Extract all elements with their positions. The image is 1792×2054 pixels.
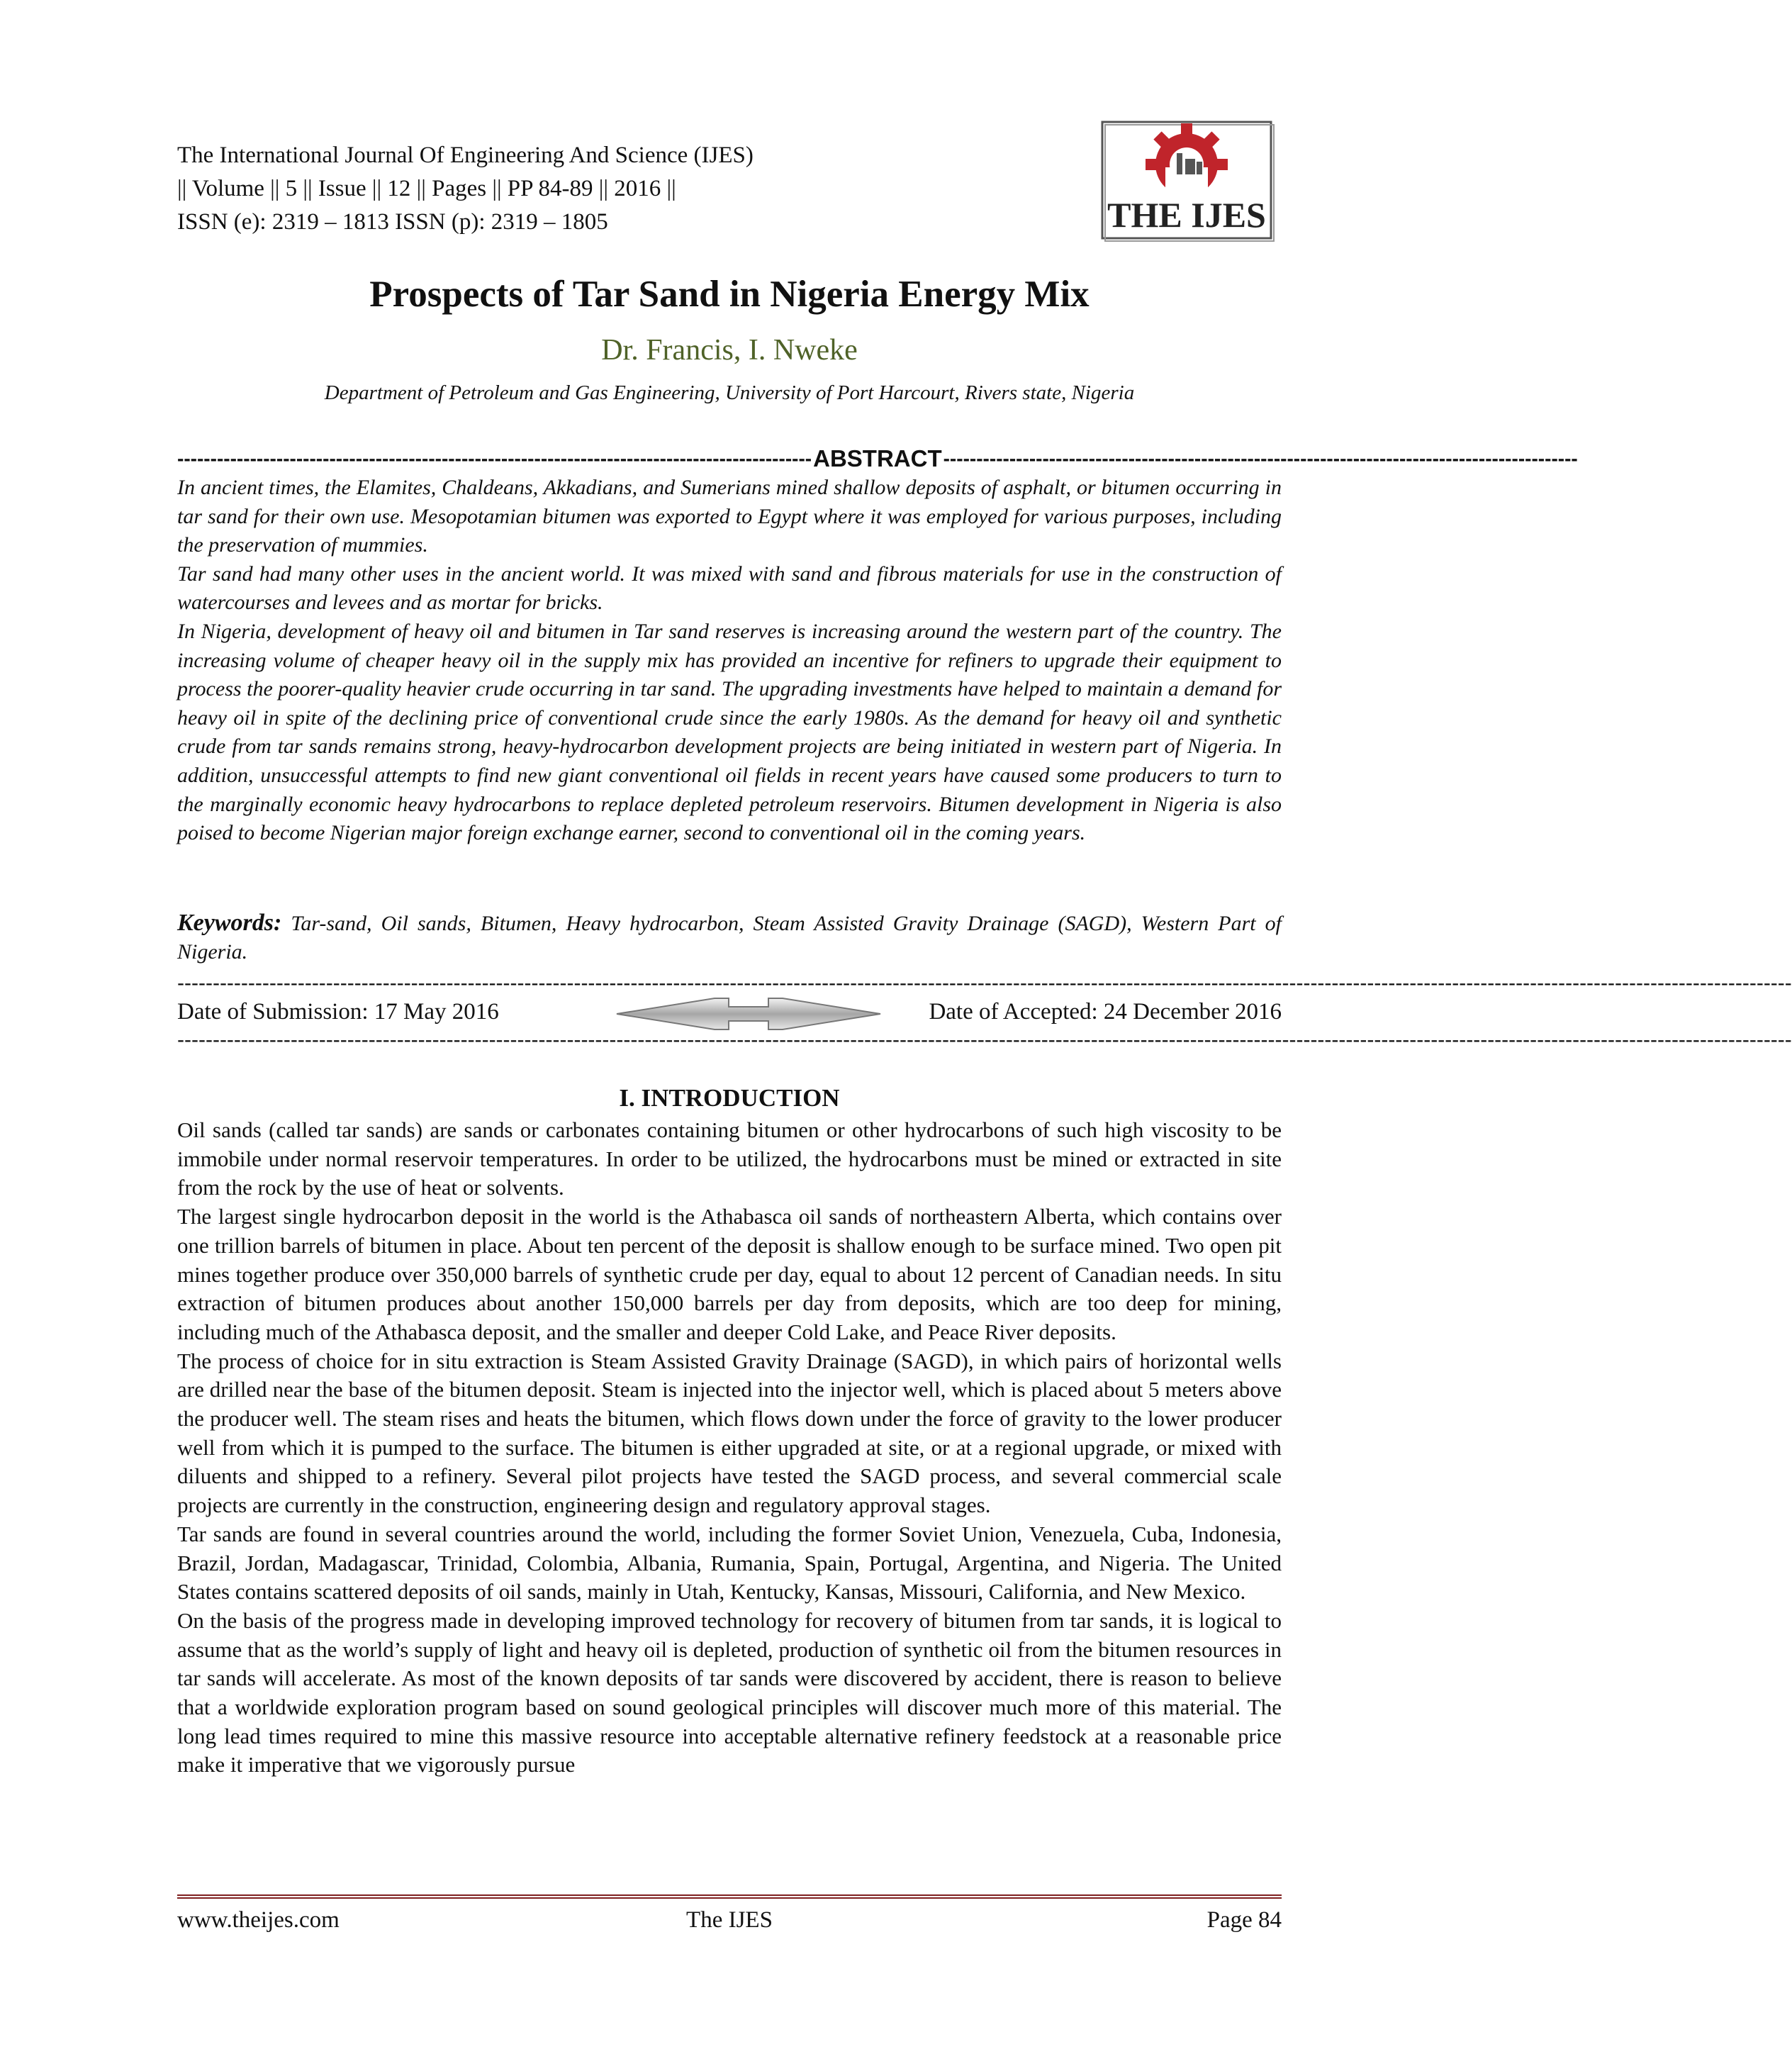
intro-paragraph: Oil sands (called tar sands) are sands or carbonates containing bitumen or other hydrocarbons of such high viscosity to be immobile under normal reservoir temperatures. In order to be utilized, the hydrocarbons must be mined or extracted in site from the rock by the use of heat or solvents. xyxy=(177,1117,1282,1200)
accepted-date: Date of Accepted: 24 December 2016 xyxy=(929,999,1282,1025)
keywords-label: Keywords: xyxy=(177,910,282,936)
svg-text:THE IJES: THE IJES xyxy=(1107,195,1266,235)
abstract-paragraph: In Nigeria, development of heavy oil and bitumen in Tar sand reserves is increasing around the western part of the country. The increasing volume of cheaper heavy oil in the supply mix has provided an incentive for refiners to upgrade their equipment to process the poorer-quality heavier crude occurring in tar sand. The upgrading investments have helped to maintain a demand for heavy oil in spite of the declining price of conventional crude since the early 1980s. As the demand for heavy oil and synthetic crude from tar sands remains strong, heavy-hydrocarbon development projects are being initiated in western part of Nigeria. In addition, unsuccessful attempts to find new giant conventional oil fields in recent years have caused some producers to turn to the marginally economic heavy hydrocarbons to replace depleted petroleum reservoirs. Bitumen development in Nigeria is also poised to become Nigerian major foreign exchange earner, second to conventional oil in the coming years. xyxy=(177,619,1282,845)
journal-name: The International Journal Of Engineering And Science (IJES) xyxy=(177,143,754,168)
intro-paragraph: On the basis of the progress made in developing improved technology for recovery of bitumen from tar sands, it is logical to assume that as the world’s supply of light and heavy oil is depleted, production of synthetic oil from the bitumen resources in tar sands will accelerate. As most of the known deposits of tar sands were discovered by accident, there is reason to believe that a worldwide exploration program based on sound geological principles will discover much more of this material. The long lead times required to mine this massive resource into acceptable alternative refinery feedstock at a reasonable price make it imperative that we vigorously pursue xyxy=(177,1607,1282,1777)
intro-paragraph: The largest single hydrocarbon deposit in the world is the Athabasca oil sands of northeastern Alberta, which contains over one trillion barrels of bitumen in place. About ten percent of the deposit is shallow enough to be surface mined. Two open pit mines together produce over 350,000 barrels of synthetic crude per day, equal to about 12 percent of Canadian needs. In situ extraction of bitumen produces about another 150,000 barrels per day from deposits, which are too deep for mining, including much of the Athabasca deposit, and the smaller and deeper Cold Lake, and Peace River deposits. xyxy=(177,1204,1282,1344)
issn-line: ISSN (e): 2319 – 1813 ISSN (p): 2319 – 1805 xyxy=(177,209,608,235)
volume-line: || Volume || 5 || Issue || 12 || Pages || PP 84-89 || 2016 || xyxy=(177,176,676,201)
abstract-divider xyxy=(177,445,1578,471)
paper-title: Prospects of Tar Sand in Nigeria Energy Mix xyxy=(369,274,1090,315)
ijes-logo-icon xyxy=(1101,121,1272,240)
dash-right: ------------------------------------------------------------------------------------------------ xyxy=(943,447,1578,469)
footer-rule xyxy=(177,1894,1282,1899)
keywords-text: Tar-sand, Oil sands, Bitumen, Heavy hydrocarbon, Steam Assisted Gravity Drainage (SAGD), Western Part of Nigeria. xyxy=(177,912,1282,964)
section-heading: I. INTRODUCTION xyxy=(619,1084,840,1112)
author-affiliation: Department of Petroleum and Gas Engineering, University of Port Harcourt, Rivers state, Nigeria xyxy=(324,381,1135,404)
abstract-body xyxy=(177,474,1282,848)
journal-header xyxy=(177,139,754,239)
footer-website: www.theijes.com xyxy=(177,1907,340,1933)
author-name: Dr. Francis, I. Nweke xyxy=(601,334,858,367)
divider-top: ------------------------------------------------------------------------------------------------------------------------------------------------------------------------------------------------------------------------------------ xyxy=(177,971,1792,995)
submission-date: Date of Submission: 17 May 2016 xyxy=(177,999,499,1025)
intro-paragraph: Tar sands are found in several countries around the world, including the former Soviet Union, Venezuela, Cuba, Indonesia, Brazil, Jordan, Madagascar, Trinidad, Colombia, Albania, Rumania, Spain, Portugal, Argentina, and Nigeria. The United States contains scattered deposits of oil sands, mainly in Utah, Kentucky, Kansas, Missouri, California, and New Mexico. xyxy=(177,1521,1282,1604)
dash-left: ------------------------------------------------------------------------------------------------ xyxy=(177,447,812,469)
abstract-paragraph: In ancient times, the Elamites, Chaldeans, Akkadians, and Sumerians mined shallow deposits of asphalt, or bitumen occurring in tar sand for their own use. Mesopotamian bitumen was exported to Egypt where it was employed for various purposes, including the preservation of mummies. xyxy=(177,476,1282,557)
divider-bottom: ------------------------------------------------------------------------------------------------------------------------------------------------------------------------------------------------------------------------------------ xyxy=(177,1028,1792,1051)
intro-paragraph: The process of choice for in situ extraction is Steam Assisted Gravity Drainage (SAGD), in which pairs of horizontal wells are drilled near the base of the bitumen deposit. Steam is injected into the injector well, which is placed about 5 meters above the producer well. The steam rises and heats the bitumen, which flows down under the force of gravity to the lower producer well from which it is pumped to the surface. The bitumen is either upgraded at site, or at a regional upgrade, or mixed with diluents and shipped to a refinery. Several pilot projects have tested the SAGD process, and several commercial scale projects are currently in the construction, engineering design and regulatory approval stages. xyxy=(177,1348,1282,1518)
footer-journal: The IJES xyxy=(686,1907,773,1933)
abstract-label: ABSTRACT xyxy=(813,445,942,471)
page-number: Page 84 xyxy=(1206,1907,1282,1933)
abstract-paragraph: Tar sand had many other uses in the ancient world. It was mixed with sand and fibrous materials for use in the construction of watercourses and levees and as mortar for bricks. xyxy=(177,562,1282,615)
keywords xyxy=(177,909,1282,966)
introduction-body xyxy=(177,1116,1282,1780)
